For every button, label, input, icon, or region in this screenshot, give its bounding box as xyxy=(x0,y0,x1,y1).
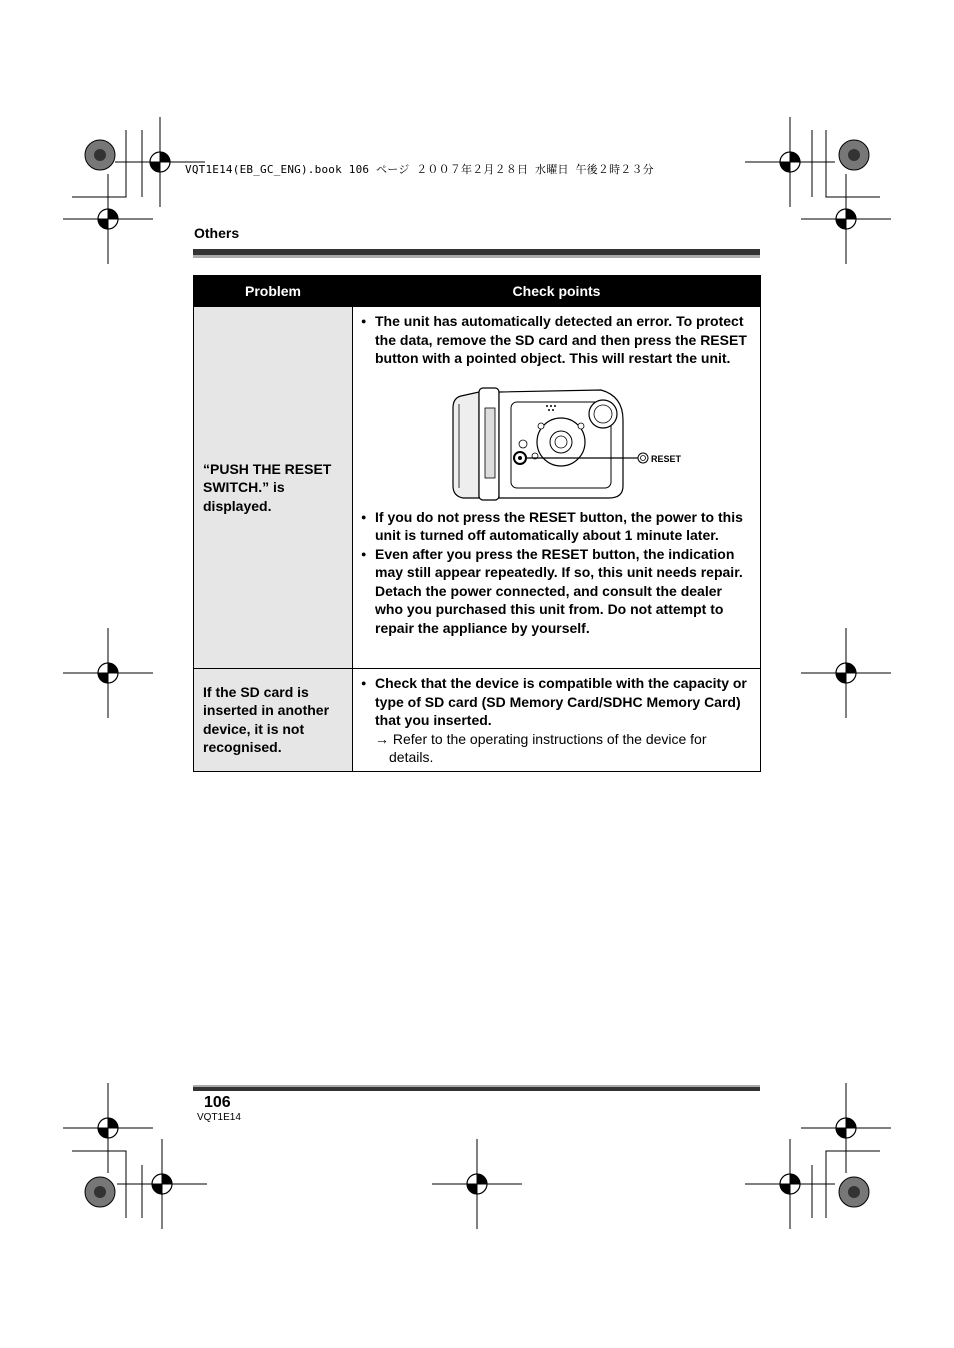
table-row xyxy=(194,307,761,669)
print-header: VQT1E14(EB_GC_ENG).book 106 ページ ２００７年２月２８日 水曜日 午後２時２３分 xyxy=(185,163,654,176)
check-points-cell xyxy=(353,669,761,772)
reset-button-illustration xyxy=(361,368,750,508)
footer-rule xyxy=(193,1085,760,1091)
check-point: ● The unit has automatically detected an error. To protect the data, remove the SD card and then press the RESET button with a pointed object. This will restart the unit. xyxy=(361,312,750,368)
section-title: Others xyxy=(194,225,240,241)
header-rule xyxy=(193,249,760,258)
table-header-row xyxy=(194,276,761,307)
camera-diagram xyxy=(361,368,761,508)
check-point: ● Even after you press the RESET button, the indication may still appear repeatedly. If so, this unit needs repair. Detach the power connected, and consult the dealer who you purchased this unit from. Do not attempt to repair the appliance by yourself. xyxy=(361,545,750,638)
reference-note: → Refer to the operating instructions of the device for details. xyxy=(375,730,707,765)
problem-cell: If the SD card is inserted in another device, it is not recognised. xyxy=(194,669,353,772)
check-points-cell xyxy=(353,307,761,669)
problem-header: Problem xyxy=(194,276,353,307)
check-points-header: Check points xyxy=(353,276,761,307)
check-point: ● If you do not press the RESET button, the power to this unit is turned off automatically about 1 minute later. xyxy=(361,508,750,545)
problem-cell: “PUSH THE RESET SWITCH.” is displayed. xyxy=(194,307,353,669)
reset-label: RESET xyxy=(651,453,682,464)
page-number: 106 xyxy=(204,1094,231,1111)
table-row xyxy=(194,669,761,772)
troubleshooting-table xyxy=(193,275,761,772)
model-code: VQT1E14 xyxy=(197,1112,241,1123)
check-point: ● Check that the device is compatible with the capacity or type of SD card (SD Memory Card/SDHC Memory Card) that you inserted. xyxy=(361,674,750,730)
